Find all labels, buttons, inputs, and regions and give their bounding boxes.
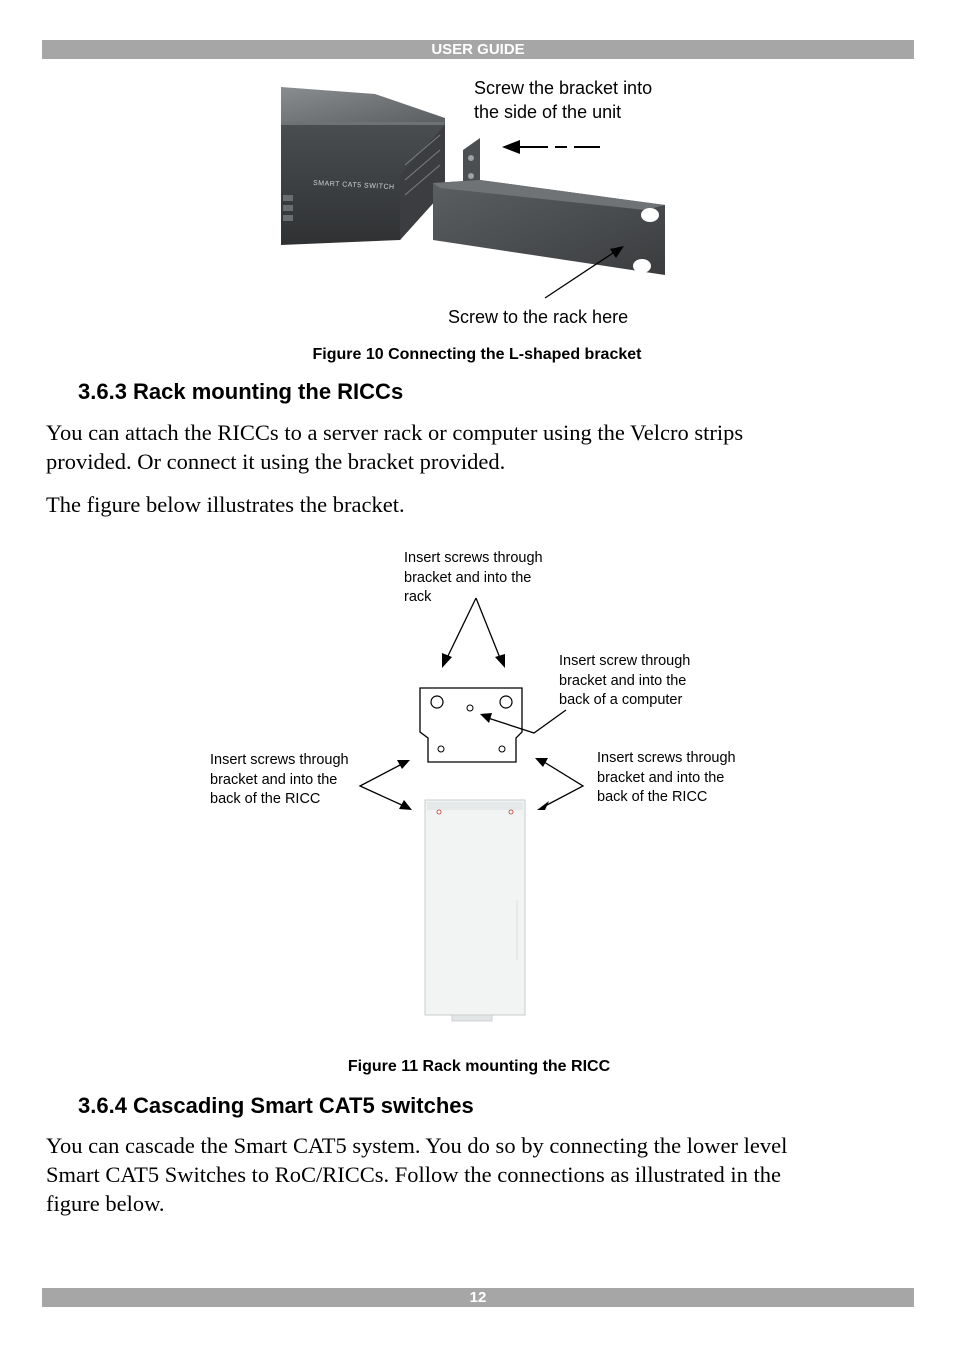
callout-screw-into-computer: Insert screw through bracket and into the back of a computer xyxy=(559,653,691,708)
paragraph-bracket-intro: The figure below illustrates the bracket. xyxy=(46,492,405,517)
callout-screws-into-ricc-left: Insert screws through bracket and into the back of the RICC xyxy=(210,752,349,807)
arrows-to-rack-icon xyxy=(442,598,505,668)
section-heading-3-6-4: 3.6.4 Cascading Smart CAT5 switches xyxy=(78,1093,474,1118)
arrows-right-ricc-icon xyxy=(535,758,583,810)
figure-11-caption: Figure 11 Rack mounting the RICC xyxy=(347,1058,611,1075)
section-heading-3-6-3: 3.6.3 Rack mounting the RICCs xyxy=(78,379,404,404)
ricc-unit xyxy=(425,800,525,1021)
paragraph-velcro: You can attach the RICCs to a server rack or computer using the Velcro strips provided. Or connect it using the bracket provided. xyxy=(46,420,744,474)
header-title: USER GUIDE xyxy=(431,41,525,58)
page-number: 12 xyxy=(469,1289,487,1306)
callout-screws-into-rack: Insert screws through bracket and into the rack xyxy=(404,550,543,605)
mounting-plate xyxy=(420,688,522,762)
arrows-left-ricc-icon xyxy=(360,760,412,810)
callout-screw-into-side: Screw the bracket into the side of the unit xyxy=(474,78,653,122)
paragraph-cascading: You can cascade the Smart CAT5 system. You do so by connecting the lower level Smart CAT5 Switches to RoC/RICCs. Follow the connections as illustrated in the figure below. xyxy=(46,1133,788,1216)
callout-screw-to-rack: Screw to the rack here xyxy=(448,307,629,327)
unit-label: SMART CAT5 SWITCH xyxy=(312,179,395,192)
figure-10-caption: Figure 10 Connecting the L-shaped bracket xyxy=(312,346,642,363)
callout-screws-into-ricc-right: Insert screws through bracket and into the back of the RICC xyxy=(597,750,736,805)
